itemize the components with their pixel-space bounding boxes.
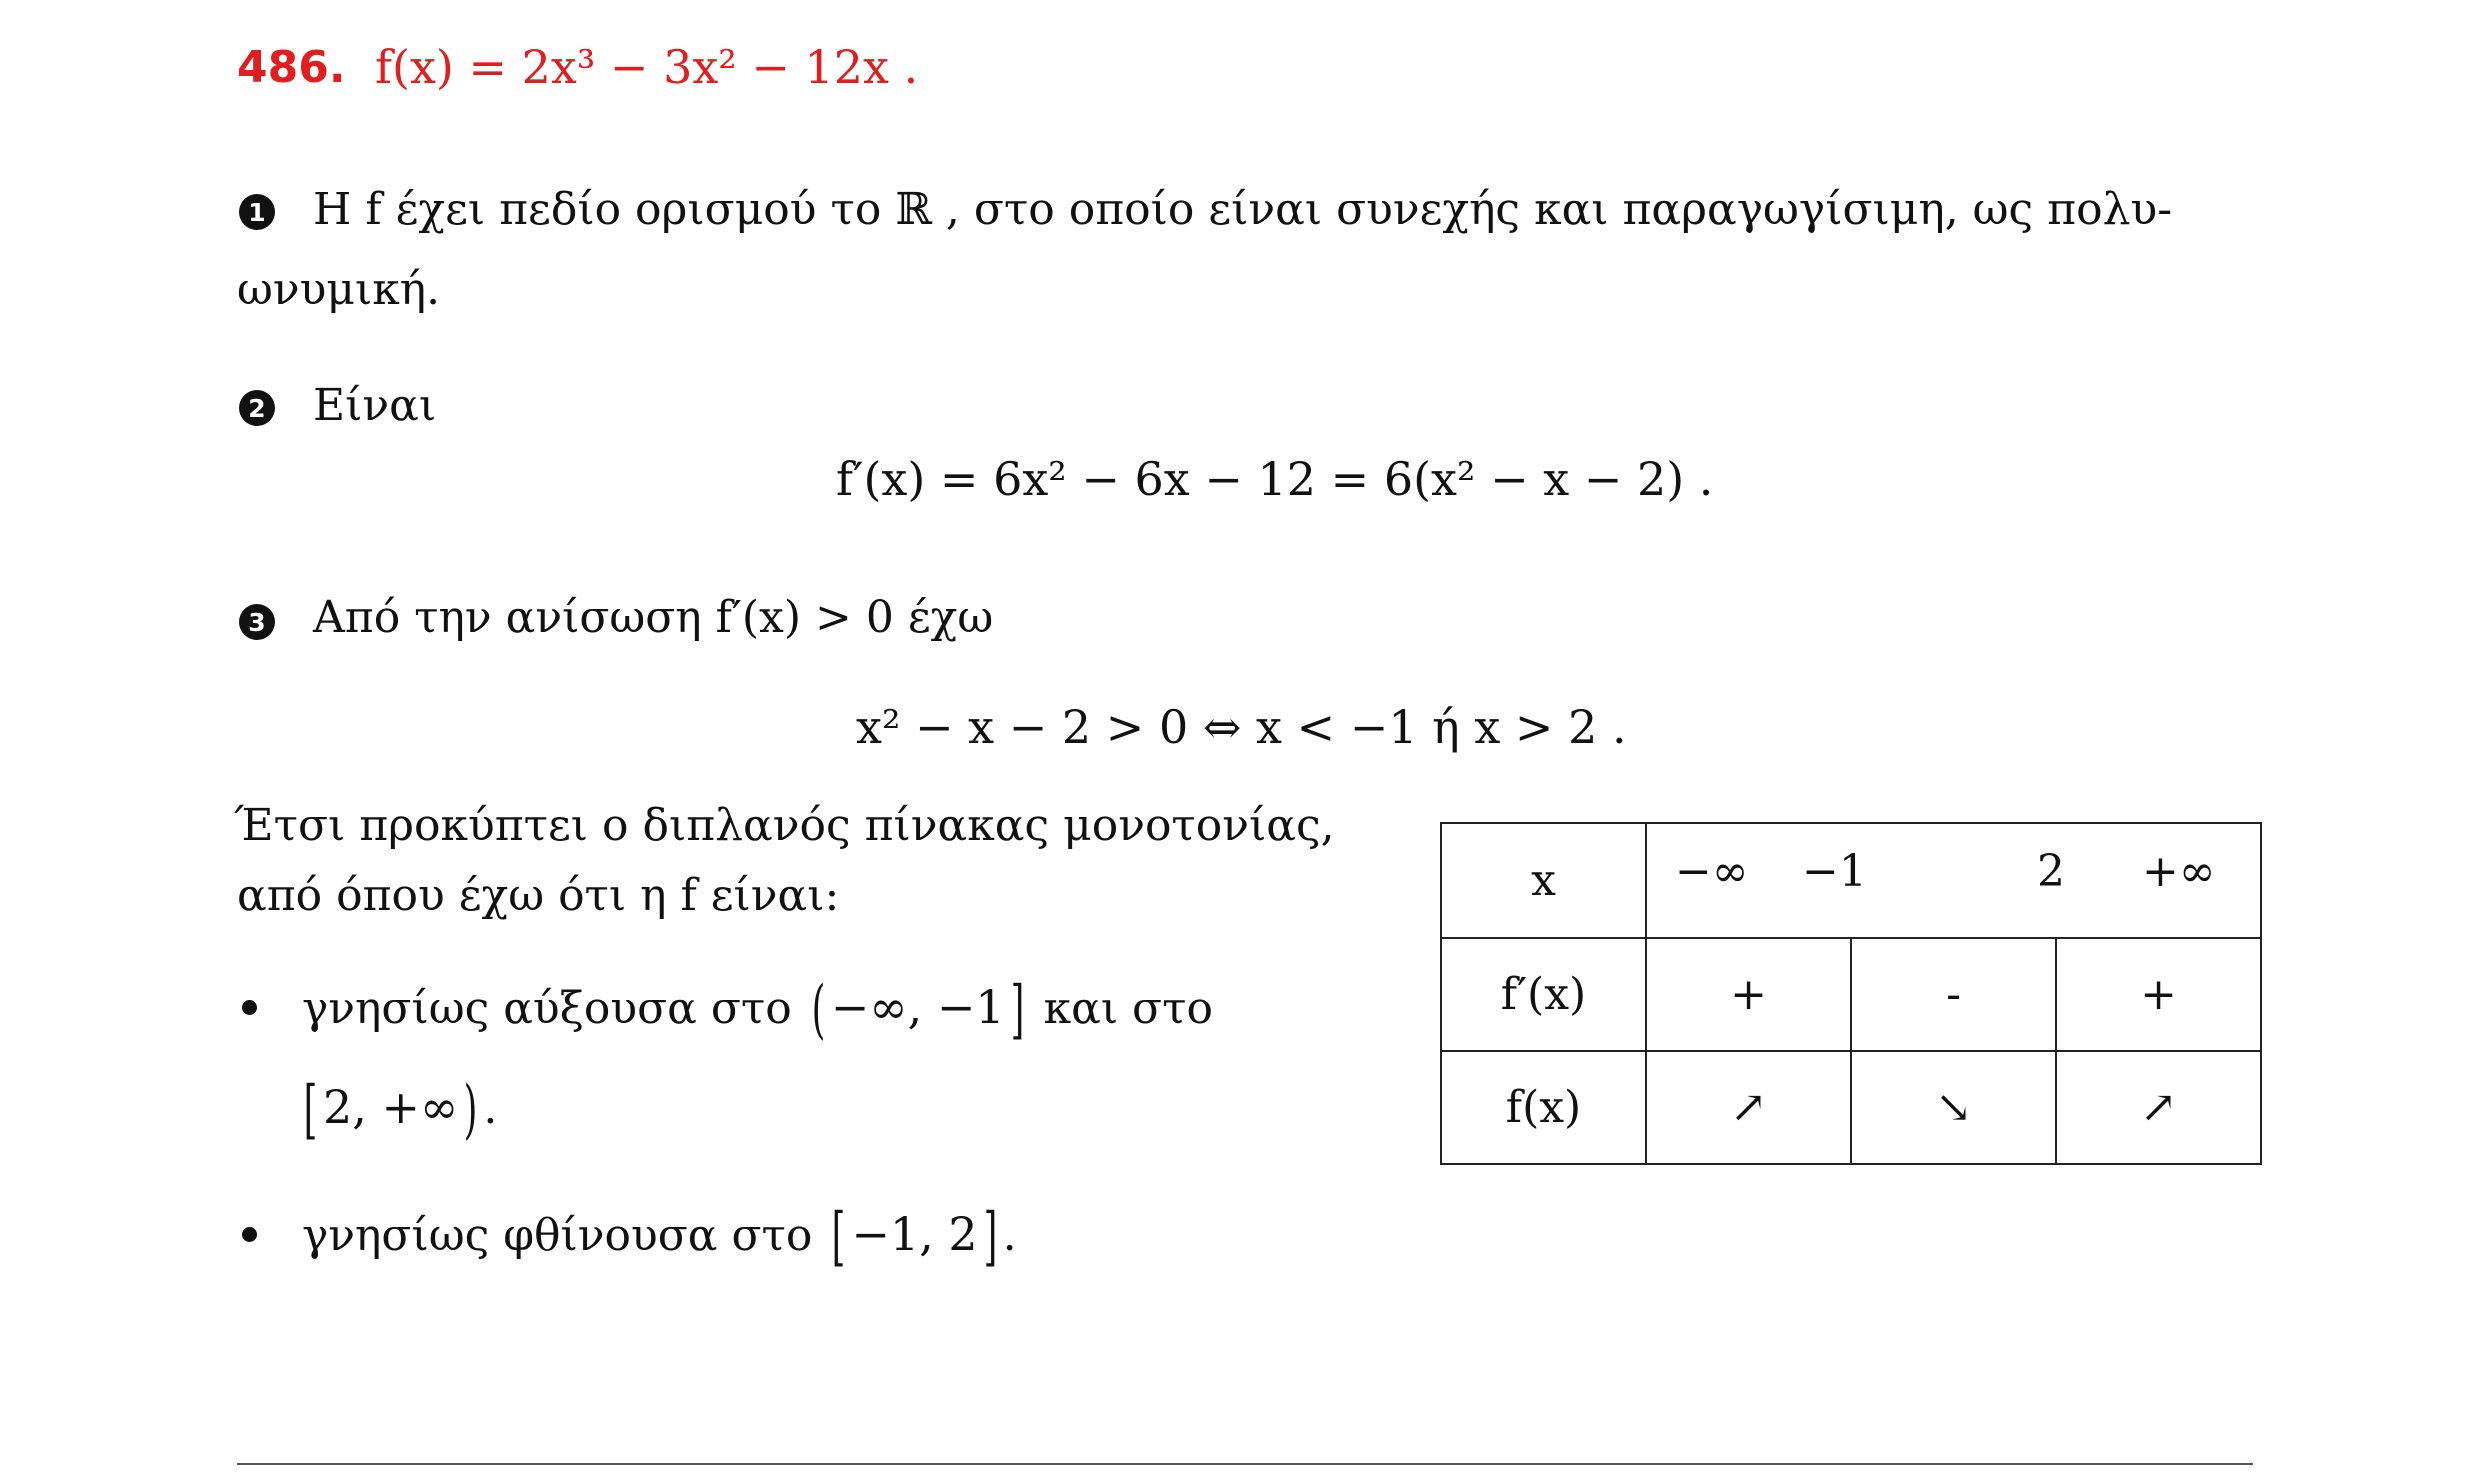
table-row-label: f(x) — [1441, 1051, 1646, 1164]
step-3-label: Από την ανίσωση f′(x) > 0 έχω — [313, 592, 994, 643]
problem-number: 486. — [237, 42, 346, 93]
table-points-cell — [1646, 823, 2261, 938]
table-header-row — [1441, 823, 2261, 938]
bullet-2-dot — [242, 1227, 257, 1242]
bracket-open: [ — [831, 1200, 846, 1274]
table-row — [1441, 938, 2261, 1051]
increasing-arrow-icon: ↗ — [1646, 1051, 1851, 1164]
bullet-1-line-2 — [298, 1073, 498, 1147]
period: . — [483, 1083, 498, 1134]
bullet-1-dot — [242, 1000, 257, 1015]
point-neg-1: −1 — [1802, 846, 1867, 897]
step-2-equation: f′(x) = 6x² − 6x − 12 = 6(x² − x − 2) . — [836, 452, 1714, 506]
table-row-label: f′(x) — [1441, 938, 1646, 1051]
increasing-arrow-icon: ↗ — [2056, 1051, 2261, 1164]
decreasing-arrow-icon: ↘ — [1851, 1051, 2056, 1164]
footer-rule — [237, 1463, 2253, 1465]
sign-cell: + — [1646, 938, 1851, 1051]
sign-cell: - — [1851, 938, 2056, 1051]
bracket-open: [ — [303, 1073, 318, 1147]
bullet-1-line-1 — [302, 973, 1213, 1047]
step-3-equation: x² − x − 2 > 0 ⇔ x < −1 ή x > 2 . — [856, 700, 1627, 754]
step-2-marker: 2 — [239, 390, 275, 426]
conclusion-line-1: Έτσι προκύπτει ο διπλανός πίνακας μονοτονίας, — [234, 800, 1335, 851]
bullet-1-interval: −∞, −1 — [830, 980, 1005, 1034]
point-neg-inf: −∞ — [1675, 846, 1749, 897]
bracket-close: ] — [1010, 973, 1024, 1047]
sign-cell: + — [2056, 938, 2261, 1051]
step-1-line-1: Η f έχει πεδίο ορισμού το ℝ , στο οποίο είναι συνεχής και παραγωγίσιμη, ως πολυ- — [313, 184, 2173, 235]
step-2-label: Είναι — [313, 380, 437, 431]
step-1-line-2: ωνυμική. — [237, 264, 441, 315]
period: . — [1002, 1210, 1017, 1261]
problem-function: f(x) = 2x³ − 3x² − 12x . — [375, 40, 919, 94]
point-pos-inf: +∞ — [2142, 846, 2216, 897]
bullet-1-interval-2: 2, +∞ — [322, 1080, 459, 1134]
point-2: 2 — [2037, 846, 2065, 897]
table-var-cell: x — [1441, 823, 1646, 938]
paren-close: ) — [463, 1073, 478, 1147]
table-row — [1441, 1051, 2261, 1164]
bullet-1-text: γνησίως αύξουσα στο — [302, 983, 792, 1034]
step-3-marker: 3 — [239, 604, 275, 640]
step-1-marker: 1 — [239, 194, 275, 230]
conclusion-line-2: από όπου έχω ότι η f είναι: — [237, 870, 840, 921]
monotonicity-table — [1440, 822, 2262, 1165]
bullet-2-line — [302, 1200, 1017, 1274]
bullet-1-tail: και στο — [1043, 983, 1213, 1034]
paren-open: ( — [811, 973, 826, 1047]
bullet-2-interval: −1, 2 — [851, 1207, 978, 1261]
bracket-close: ] — [983, 1200, 997, 1274]
bullet-2-text: γνησίως φθίνουσα στο — [302, 1210, 813, 1261]
